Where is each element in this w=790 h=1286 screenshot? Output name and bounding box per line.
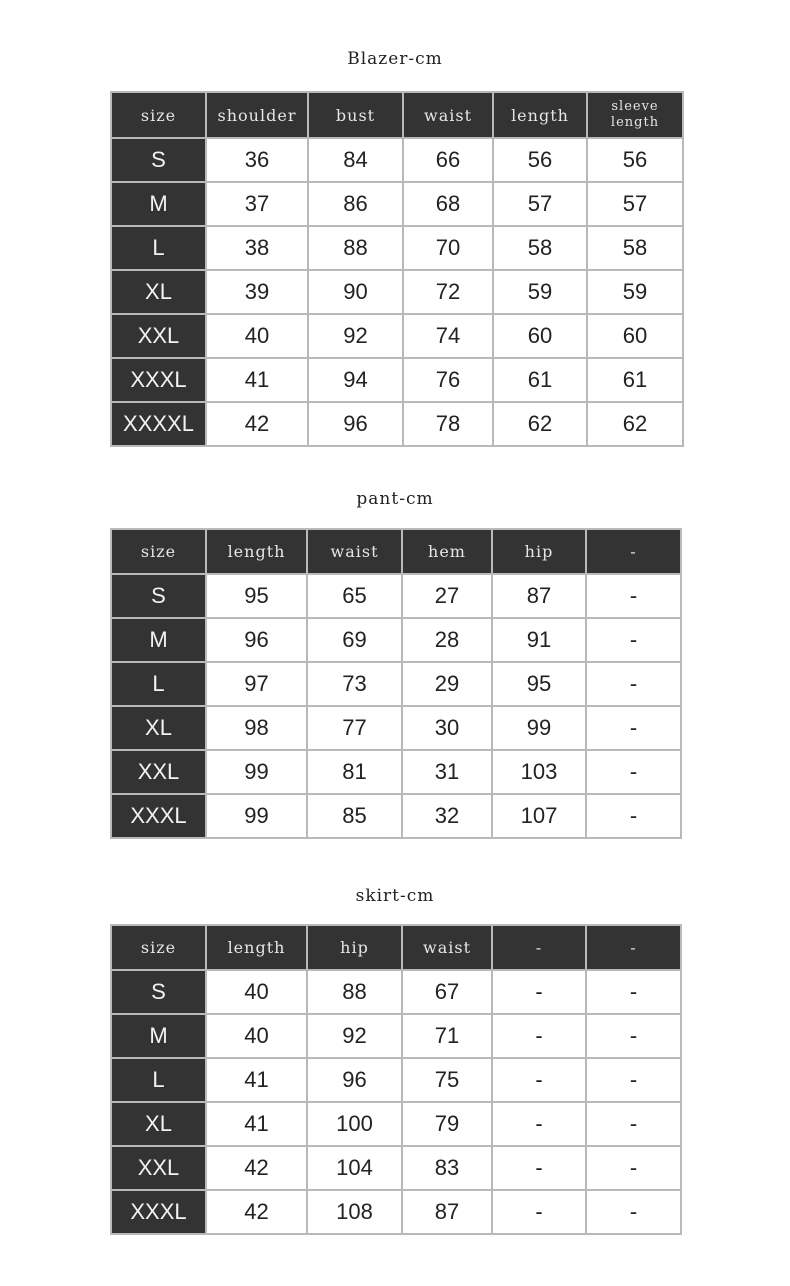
measurement-cell: 58 xyxy=(493,226,587,270)
measurement-cell: 28 xyxy=(402,618,492,662)
table-row xyxy=(111,574,681,618)
measurement-cell: 59 xyxy=(493,270,587,314)
size-label-cell: XXL xyxy=(111,314,206,358)
measurement-cell: 98 xyxy=(206,706,307,750)
measurement-cell: 92 xyxy=(307,1014,402,1058)
column-header: waist xyxy=(402,925,492,970)
measurement-cell: 74 xyxy=(403,314,493,358)
measurement-cell: 91 xyxy=(492,618,586,662)
size-label-cell: M xyxy=(111,182,206,226)
measurement-cell: 70 xyxy=(403,226,493,270)
measurement-cell: - xyxy=(492,1190,586,1234)
measurement-cell: 92 xyxy=(308,314,403,358)
column-header: shoulder xyxy=(206,92,308,138)
column-header: waist xyxy=(307,529,402,574)
measurement-cell: - xyxy=(586,1014,681,1058)
table-row xyxy=(111,618,681,662)
measurement-cell: 68 xyxy=(403,182,493,226)
column-header: bust xyxy=(308,92,403,138)
measurement-cell: 58 xyxy=(587,226,683,270)
measurement-cell: 32 xyxy=(402,794,492,838)
measurement-cell: 29 xyxy=(402,662,492,706)
measurement-cell: 62 xyxy=(493,402,587,446)
table-row xyxy=(111,970,681,1014)
measurement-cell: - xyxy=(586,970,681,1014)
measurement-cell: - xyxy=(492,1058,586,1102)
measurement-cell: - xyxy=(586,706,681,750)
size-label-cell: M xyxy=(111,1014,206,1058)
column-header: length xyxy=(206,925,307,970)
measurement-cell: 96 xyxy=(307,1058,402,1102)
measurement-cell: - xyxy=(492,1146,586,1190)
table-row xyxy=(111,1190,681,1234)
size-label-cell: XL xyxy=(111,706,206,750)
column-header: hip xyxy=(492,529,586,574)
measurement-cell: 73 xyxy=(307,662,402,706)
measurement-cell: 108 xyxy=(307,1190,402,1234)
table-row xyxy=(111,358,683,402)
measurement-cell: 75 xyxy=(402,1058,492,1102)
table-row xyxy=(111,314,683,358)
size-label-cell: XXXL xyxy=(111,794,206,838)
column-header: size xyxy=(111,925,206,970)
measurement-cell: 37 xyxy=(206,182,308,226)
column-header: length xyxy=(206,529,307,574)
table-row xyxy=(111,402,683,446)
measurement-cell: 39 xyxy=(206,270,308,314)
size-label-cell: XXXL xyxy=(111,358,206,402)
table-row xyxy=(111,138,683,182)
size-label-cell: L xyxy=(111,226,206,270)
measurement-cell: 67 xyxy=(402,970,492,1014)
measurement-cell: 107 xyxy=(492,794,586,838)
measurement-cell: 72 xyxy=(403,270,493,314)
measurement-cell: 96 xyxy=(308,402,403,446)
table-row xyxy=(111,226,683,270)
table-row xyxy=(111,270,683,314)
column-header: length xyxy=(493,92,587,138)
size-label-cell: S xyxy=(111,574,206,618)
header-row xyxy=(111,925,681,970)
skirt-size-table xyxy=(110,924,682,1235)
measurement-cell: 40 xyxy=(206,314,308,358)
measurement-cell: 31 xyxy=(402,750,492,794)
header-row xyxy=(111,92,683,138)
measurement-cell: - xyxy=(586,1190,681,1234)
measurement-cell: 57 xyxy=(493,182,587,226)
measurement-cell: 66 xyxy=(403,138,493,182)
size-label-cell: XXL xyxy=(111,1146,206,1190)
size-label-cell: XXL xyxy=(111,750,206,794)
measurement-cell: 76 xyxy=(403,358,493,402)
measurement-cell: 90 xyxy=(308,270,403,314)
measurement-cell: 41 xyxy=(206,1102,307,1146)
table-row xyxy=(111,182,683,226)
measurement-cell: - xyxy=(586,574,681,618)
measurement-cell: 60 xyxy=(493,314,587,358)
table-row xyxy=(111,1014,681,1058)
measurement-cell: 62 xyxy=(587,402,683,446)
measurement-cell: 87 xyxy=(492,574,586,618)
measurement-cell: 97 xyxy=(206,662,307,706)
measurement-cell: 96 xyxy=(206,618,307,662)
measurement-cell: 79 xyxy=(402,1102,492,1146)
measurement-cell: 56 xyxy=(587,138,683,182)
measurement-cell: 42 xyxy=(206,1190,307,1234)
measurement-cell: 71 xyxy=(402,1014,492,1058)
measurement-cell: 40 xyxy=(206,970,307,1014)
column-header: hem xyxy=(402,529,492,574)
measurement-cell: - xyxy=(586,750,681,794)
measurement-cell: 86 xyxy=(308,182,403,226)
column-header: - xyxy=(586,529,681,574)
blazer-title: Blazer-cm xyxy=(347,49,443,69)
column-header: - xyxy=(492,925,586,970)
size-label-cell: XL xyxy=(111,1102,206,1146)
table-row xyxy=(111,706,681,750)
measurement-cell: 42 xyxy=(206,402,308,446)
measurement-cell: 78 xyxy=(403,402,493,446)
measurement-cell: 104 xyxy=(307,1146,402,1190)
column-header: size xyxy=(111,92,206,138)
size-label-cell: L xyxy=(111,1058,206,1102)
column-header: hip xyxy=(307,925,402,970)
measurement-cell: 77 xyxy=(307,706,402,750)
size-label-cell: M xyxy=(111,618,206,662)
column-header: size xyxy=(111,529,206,574)
pant-size-table xyxy=(110,528,682,839)
measurement-cell: 81 xyxy=(307,750,402,794)
measurement-cell: 59 xyxy=(587,270,683,314)
skirt-title: skirt-cm xyxy=(355,886,435,906)
measurement-cell: 87 xyxy=(402,1190,492,1234)
measurement-cell: 99 xyxy=(206,794,307,838)
measurement-cell: 65 xyxy=(307,574,402,618)
measurement-cell: - xyxy=(586,662,681,706)
blazer-size-table xyxy=(110,91,684,447)
measurement-cell: 69 xyxy=(307,618,402,662)
measurement-cell: - xyxy=(586,618,681,662)
table-row xyxy=(111,1146,681,1190)
column-header: waist xyxy=(403,92,493,138)
measurement-cell: 61 xyxy=(493,358,587,402)
size-label-cell: L xyxy=(111,662,206,706)
measurement-cell: 42 xyxy=(206,1146,307,1190)
size-label-cell: XL xyxy=(111,270,206,314)
measurement-cell: 99 xyxy=(206,750,307,794)
measurement-cell: - xyxy=(492,1102,586,1146)
measurement-cell: 27 xyxy=(402,574,492,618)
table-row xyxy=(111,662,681,706)
measurement-cell: 30 xyxy=(402,706,492,750)
size-label-cell: S xyxy=(111,970,206,1014)
measurement-cell: 84 xyxy=(308,138,403,182)
measurement-cell: 56 xyxy=(493,138,587,182)
measurement-cell: 60 xyxy=(587,314,683,358)
measurement-cell: - xyxy=(492,1014,586,1058)
measurement-cell: 88 xyxy=(307,970,402,1014)
measurement-cell: 103 xyxy=(492,750,586,794)
measurement-cell: 38 xyxy=(206,226,308,270)
measurement-cell: 83 xyxy=(402,1146,492,1190)
measurement-cell: 95 xyxy=(206,574,307,618)
measurement-cell: 41 xyxy=(206,1058,307,1102)
measurement-cell: 40 xyxy=(206,1014,307,1058)
size-label-cell: S xyxy=(111,138,206,182)
column-header: - xyxy=(586,925,681,970)
measurement-cell: - xyxy=(586,1058,681,1102)
measurement-cell: 57 xyxy=(587,182,683,226)
measurement-cell: - xyxy=(492,970,586,1014)
measurement-cell: 95 xyxy=(492,662,586,706)
measurement-cell: - xyxy=(586,1102,681,1146)
size-label-cell: XXXL xyxy=(111,1190,206,1234)
table-row xyxy=(111,750,681,794)
size-label-cell: XXXXL xyxy=(111,402,206,446)
measurement-cell: 41 xyxy=(206,358,308,402)
measurement-cell: 99 xyxy=(492,706,586,750)
measurement-cell: 36 xyxy=(206,138,308,182)
header-row xyxy=(111,529,681,574)
measurement-cell: 100 xyxy=(307,1102,402,1146)
table-row xyxy=(111,1102,681,1146)
measurement-cell: 85 xyxy=(307,794,402,838)
table-row xyxy=(111,794,681,838)
measurement-cell: 94 xyxy=(308,358,403,402)
measurement-cell: - xyxy=(586,1146,681,1190)
pant-title: pant-cm xyxy=(356,489,434,509)
measurement-cell: 88 xyxy=(308,226,403,270)
measurement-cell: 61 xyxy=(587,358,683,402)
table-row xyxy=(111,1058,681,1102)
column-header: sleeve length xyxy=(587,92,683,138)
measurement-cell: - xyxy=(586,794,681,838)
